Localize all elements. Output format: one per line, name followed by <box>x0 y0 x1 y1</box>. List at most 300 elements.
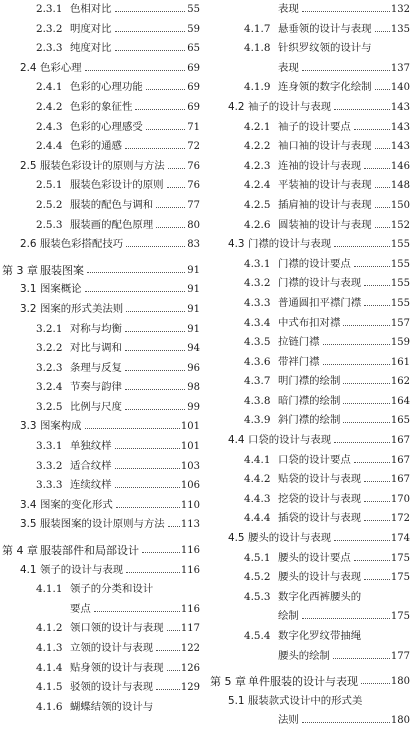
toc-entry-title: 服装色彩设计的原则与方法 <box>40 159 165 172</box>
toc-entry[interactable] <box>208 78 414 98</box>
toc-page-number: 150 <box>390 199 410 211</box>
toc-page-number: 80 <box>187 219 200 231</box>
toc-leader-dots <box>87 272 185 273</box>
toc-entry[interactable] <box>208 176 414 196</box>
toc-leader-dots <box>354 462 390 463</box>
toc-entry[interactable] <box>208 157 414 177</box>
toc-entry-title: 条理与反复 <box>70 361 122 374</box>
toc-entry[interactable] <box>0 137 204 157</box>
toc-page-number: 122 <box>180 643 200 654</box>
toc-entry[interactable] <box>0 659 204 679</box>
toc-entry-title: 腰头的设计与表现 <box>278 571 362 584</box>
toc-entry[interactable] <box>208 235 414 255</box>
toc-entry-title: 腰头的设计与表现 <box>248 532 332 545</box>
toc-page-number: 96 <box>187 362 200 374</box>
toc-entry[interactable] <box>208 314 414 334</box>
toc-entry-title: 服装图案的设计原则与方法 <box>40 518 165 531</box>
toc-entry-number: 5.1 <box>228 694 245 707</box>
toc-page-number: 59 <box>187 23 200 35</box>
toc-entry[interactable] <box>208 509 414 529</box>
toc-page-number: 94 <box>187 343 200 355</box>
toc-leader-dots <box>168 526 180 527</box>
toc-entry-number: 4.3.5 <box>244 336 271 349</box>
toc-entry-title: 适合纹样 <box>70 459 112 472</box>
toc-entry-title: 色彩的心理功能 <box>70 81 143 94</box>
toc-page-number: 83 <box>187 239 200 251</box>
toc-entry-title: 要点 <box>70 602 91 615</box>
toc-entry[interactable] <box>0 157 204 177</box>
toc-page-number: 148 <box>390 180 410 192</box>
toc-entry-title: 图案的形式美法则 <box>40 302 124 315</box>
toc-entry[interactable] <box>208 529 414 549</box>
toc-entry[interactable] <box>208 333 414 353</box>
toc-entry-number: 4.1.3 <box>36 642 63 654</box>
toc-entry[interactable] <box>208 607 414 627</box>
toc-page-number: 116 <box>180 603 200 615</box>
toc-page-number: 180 <box>390 715 410 727</box>
toc-page-number: 129 <box>180 682 200 694</box>
toc-entry-title: 袖子的设计与表现 <box>248 100 332 113</box>
toc-leader-dots <box>302 11 390 12</box>
toc-entry-title: 服装款式设计中的形式美 <box>248 694 363 707</box>
toc-leader-dots <box>302 70 390 71</box>
toc-entry[interactable] <box>0 359 204 379</box>
toc-leader-dots <box>85 291 186 292</box>
toc-entry-number: 3.2.3 <box>36 361 63 374</box>
toc-page-number: 164 <box>390 395 410 407</box>
toc-entry-title: 袖口袖的设计与表现 <box>278 140 372 153</box>
toc-leader-dots <box>115 50 186 51</box>
toc-page-number: 180 <box>390 676 410 688</box>
toc-entry[interactable] <box>0 39 204 59</box>
toc-entry-title: 口袋的设计与表现 <box>248 434 332 447</box>
toc-entry[interactable] <box>208 59 414 79</box>
toc-page-number: 110 <box>180 499 200 511</box>
toc-leader-dots <box>375 227 390 228</box>
toc-entry[interactable] <box>208 431 414 451</box>
toc-entry-title: 数字化西裤腰头的 <box>278 590 362 603</box>
toc-entry[interactable] <box>0 437 204 457</box>
toc-entry-number: 第 5 章 <box>210 675 246 689</box>
toc-page-number: 162 <box>390 376 410 388</box>
toc-entry-number: 第 4 章 <box>2 544 38 558</box>
toc-leader-dots <box>167 670 180 671</box>
toc-entry-number: 4.1.1 <box>36 583 63 596</box>
toc-leader-dots <box>126 311 185 312</box>
toc-leader-dots <box>85 428 180 429</box>
toc-page-number: 155 <box>390 278 410 290</box>
toc-entry-number: 4.5.1 <box>244 551 271 564</box>
toc-page-number: 175 <box>390 552 410 564</box>
toc-entry[interactable] <box>208 711 414 731</box>
toc-leader-dots <box>354 560 390 561</box>
toc-entry-title: 明门襟的绘制 <box>278 375 341 388</box>
toc-entry[interactable] <box>0 698 204 718</box>
toc-entry-number: 第 3 章 <box>2 263 38 277</box>
toc-entry-number: 2.4.4 <box>36 140 63 153</box>
toc-entry[interactable] <box>0 78 204 98</box>
toc-leader-dots <box>115 11 186 12</box>
toc-page-number: 69 <box>187 82 200 94</box>
toc-entry[interactable] <box>208 372 414 392</box>
toc-page-number: 152 <box>390 219 410 231</box>
toc-leader-dots <box>364 168 389 169</box>
toc-entry-title: 单件服装的设计与表现 <box>248 675 358 689</box>
toc-page-number: 146 <box>390 160 410 172</box>
toc-entry[interactable] <box>208 98 414 118</box>
toc-entry-number: 3.3.3 <box>36 479 63 492</box>
toc-column-right <box>208 0 414 731</box>
toc-leader-dots <box>364 520 389 521</box>
toc-entry-number: 4.2.2 <box>244 140 271 153</box>
toc-entry-title: 暗门襟的绘制 <box>278 394 341 407</box>
toc-entry-title: 插肩袖的设计与表现 <box>278 198 372 211</box>
toc-chapter-entry[interactable] <box>0 541 204 561</box>
toc-entry[interactable] <box>0 320 204 340</box>
toc-leader-dots <box>156 207 185 208</box>
toc-entry-number: 4.4.1 <box>244 453 271 466</box>
toc-entry-number: 4.2 <box>228 100 245 113</box>
toc-entry-title: 服装图案 <box>40 263 84 277</box>
toc-entry-title: 表现 <box>278 3 299 15</box>
toc-leader-dots <box>146 89 186 90</box>
toc-page-number: 76 <box>187 180 200 192</box>
toc-leader-dots <box>146 129 186 130</box>
toc-leader-dots <box>375 148 390 149</box>
toc-page-number: 91 <box>187 323 200 335</box>
toc-entry-number: 2.5.1 <box>36 179 63 192</box>
toc-entry[interactable] <box>208 0 414 20</box>
toc-entry-number: 4.4.2 <box>244 473 271 486</box>
toc-entry-title: 挖袋的设计与表现 <box>278 492 362 505</box>
toc-entry[interactable] <box>0 59 204 79</box>
toc-entry-number: 4.1.2 <box>36 622 63 635</box>
toc-page-number: 175 <box>390 572 410 584</box>
toc-entry[interactable] <box>208 39 414 59</box>
toc-entry[interactable] <box>208 20 414 40</box>
toc-page-number: 117 <box>180 623 200 635</box>
toc-entry[interactable] <box>208 647 414 667</box>
toc-entry[interactable] <box>208 411 414 431</box>
toc-page-number: 172 <box>390 513 410 525</box>
toc-leader-dots <box>167 187 186 188</box>
toc-entry-title: 连续纹样 <box>70 479 112 492</box>
toc-leader-dots <box>364 285 389 286</box>
toc-entry[interactable] <box>208 118 414 138</box>
toc-entry-number: 4.1.9 <box>244 81 271 94</box>
toc-entry[interactable] <box>0 300 204 320</box>
toc-page-number: 170 <box>390 493 410 505</box>
toc-page-number: 55 <box>187 4 200 15</box>
toc-entry[interactable] <box>208 470 414 490</box>
toc-leader-dots <box>126 246 185 247</box>
toc-page-number: 155 <box>390 297 410 309</box>
toc-entry[interactable] <box>0 417 204 437</box>
toc-leader-dots <box>135 109 185 110</box>
toc-entry-title: 法则 <box>278 714 299 727</box>
toc-entry-title: 服装部件和局部设计 <box>40 544 139 558</box>
toc-entry-title: 贴袋的设计与表现 <box>278 473 362 486</box>
toc-entry-title: 比例与尺度 <box>70 400 122 413</box>
toc-entry-title: 服装色彩搭配技巧 <box>40 238 124 251</box>
toc-entry-title: 色彩的象征性 <box>70 100 133 113</box>
toc-entry[interactable] <box>0 216 204 236</box>
toc-entry-title: 连身领的数字化绘制 <box>278 81 372 94</box>
toc-entry-number: 4.5.3 <box>244 590 271 603</box>
toc-entry[interactable] <box>0 378 204 398</box>
toc-leader-dots <box>125 350 185 351</box>
toc-entry-title: 平装袖的设计与表现 <box>278 179 372 192</box>
toc-leader-dots <box>375 207 390 208</box>
toc-entry-title: 色彩的心理感受 <box>70 120 143 133</box>
toc-entry-number: 4.5.4 <box>244 630 271 642</box>
toc-entry[interactable] <box>208 549 414 569</box>
toc-leader-dots <box>364 579 389 580</box>
toc-entry[interactable] <box>0 457 204 477</box>
toc-leader-dots <box>334 540 389 541</box>
toc-page-number: 165 <box>390 415 410 427</box>
toc-entry-title: 表现 <box>278 61 299 74</box>
toc-entry-title: 斜门襟的绘制 <box>278 414 341 427</box>
toc-entry[interactable] <box>0 515 204 535</box>
toc-entry-title: 领子的设计与表现 <box>40 563 124 576</box>
toc-entry-number: 4.5 <box>228 532 245 545</box>
toc-entry[interactable] <box>0 235 204 255</box>
toc-entry-number: 3.2.2 <box>36 342 63 355</box>
toc-entry-title: 插袋的设计与表现 <box>278 512 362 525</box>
toc-page-number: 69 <box>187 62 200 74</box>
toc-chapter-entry[interactable] <box>0 261 204 281</box>
toc-entry-title: 色彩心理 <box>40 61 82 74</box>
toc-page-number: 77 <box>187 199 200 211</box>
toc-leader-dots <box>115 487 180 488</box>
toc-entry-number: 2.6 <box>20 238 37 251</box>
toc-entry[interactable] <box>0 118 204 138</box>
toc-leader-dots <box>334 442 389 443</box>
toc-entry-number: 4.4.3 <box>244 492 271 505</box>
toc-entry[interactable] <box>0 398 204 418</box>
toc-entry[interactable] <box>208 294 414 314</box>
toc-entry-title: 图案的变化形式 <box>40 498 113 511</box>
toc-entry-number: 4.2.5 <box>244 198 271 211</box>
toc-entry-title: 图案构成 <box>40 420 82 433</box>
toc-entry-number: 3.3 <box>20 420 37 433</box>
toc-leader-dots <box>115 31 186 32</box>
toc-entry-title: 普通圆扣平襟门襟 <box>278 296 362 309</box>
toc-entry-title: 对称与均衡 <box>70 322 122 335</box>
toc-page-number: 69 <box>187 101 200 113</box>
toc-entry[interactable] <box>208 137 414 157</box>
toc-entry-number: 3.1 <box>20 283 37 296</box>
toc-entry[interactable] <box>0 580 204 600</box>
toc-entry-number: 4.3 <box>228 238 245 251</box>
toc-leader-dots <box>323 344 390 345</box>
toc-entry-number: 4.1.4 <box>36 661 63 674</box>
toc-entry-number: 4.3.9 <box>244 414 271 427</box>
toc-entry-title: 立领的设计与表现 <box>70 642 154 654</box>
toc-page-number: 98 <box>187 382 200 394</box>
toc-entry-number: 4.2.1 <box>244 120 271 133</box>
toc-leader-dots <box>334 109 389 110</box>
toc-entry[interactable] <box>0 280 204 300</box>
toc-entry-title: 带袢门襟 <box>278 355 320 368</box>
toc-entry-title: 单独纹样 <box>70 440 112 453</box>
toc-page-number: 71 <box>187 121 200 133</box>
toc-page-number: 65 <box>187 43 200 55</box>
toc-leader-dots <box>361 683 390 684</box>
toc-page-number: 103 <box>180 460 200 472</box>
toc-entry[interactable] <box>208 392 414 412</box>
toc-entry-title: 门襟的设计与表现 <box>278 277 362 290</box>
toc-entry-number: 2.5.2 <box>36 198 63 211</box>
toc-entry[interactable] <box>208 490 414 510</box>
toc-entry-number: 4.3.3 <box>244 296 271 309</box>
toc-entry-title: 贴身领的设计与表现 <box>70 661 164 674</box>
toc-entry-title: 服装色彩设计的原则 <box>70 179 164 192</box>
toc-leader-dots <box>375 187 390 188</box>
toc-entry-title: 腰头的绘制 <box>278 649 330 662</box>
toc-entry-number: 4.3.8 <box>244 394 271 407</box>
toc-entry-number: 3.2.4 <box>36 381 63 394</box>
toc-leader-dots <box>364 501 389 502</box>
toc-entry-number: 2.5 <box>20 159 37 172</box>
toc-entry-title: 色彩的通感 <box>70 140 122 153</box>
toc-entry[interactable] <box>208 196 414 216</box>
toc-leader-dots <box>343 325 389 326</box>
toc-page-number: 143 <box>390 141 410 153</box>
toc-page-number: 126 <box>180 662 200 674</box>
toc-leader-dots <box>375 31 390 32</box>
toc-entry[interactable] <box>0 678 204 698</box>
toc-entry[interactable] <box>0 496 204 516</box>
toc-entry-number: 4.5.2 <box>244 571 271 584</box>
toc-entry-title: 蝴蝶结领的设计与 <box>70 700 154 713</box>
toc-page-number: 155 <box>390 258 410 270</box>
toc-page-number: 157 <box>390 317 410 329</box>
toc-entry-title: 明度对比 <box>70 22 112 35</box>
toc-leader-dots <box>115 468 180 469</box>
toc-entry[interactable] <box>0 0 204 20</box>
toc-entry[interactable] <box>0 98 204 118</box>
toc-entry-title: 图案概论 <box>40 283 82 296</box>
toc-leader-dots <box>94 611 180 612</box>
toc-leader-dots <box>115 448 180 449</box>
toc-entry-number: 4.3.1 <box>244 257 271 270</box>
toc-entry[interactable] <box>208 627 414 647</box>
toc-entry[interactable] <box>0 176 204 196</box>
toc-entry-title: 驳领的设计与表现 <box>70 681 154 694</box>
toc-entry-title: 服装画的配色原理 <box>70 218 154 231</box>
toc-entry[interactable] <box>208 274 414 294</box>
toc-entry-number: 3.3.1 <box>36 440 63 453</box>
toc-entry[interactable] <box>208 451 414 471</box>
toc-leader-dots <box>343 383 389 384</box>
toc-leader-dots <box>125 331 185 332</box>
toc-entry-title: 色相对比 <box>70 3 112 15</box>
toc-entry[interactable] <box>208 255 414 275</box>
toc-page-number: 140 <box>390 82 410 94</box>
toc-entry[interactable] <box>208 568 414 588</box>
toc-leader-dots <box>125 148 185 149</box>
toc-leader-dots <box>343 403 389 404</box>
toc-entry[interactable] <box>0 339 204 359</box>
toc-page-number: 99 <box>187 401 200 413</box>
toc-leader-dots <box>167 630 180 631</box>
toc-entry-number: 2.3.2 <box>36 22 63 35</box>
toc-leader-dots <box>302 618 390 619</box>
toc-page-number: 72 <box>187 141 200 153</box>
toc-leader-dots <box>364 481 389 482</box>
toc-entry[interactable] <box>0 600 204 620</box>
toc-leader-dots <box>168 168 186 169</box>
toc-entry-number: 3.2.5 <box>36 400 63 413</box>
toc-entry[interactable] <box>208 692 414 712</box>
toc-entry-title: 对比与调和 <box>70 342 122 355</box>
toc-entry-number: 4.1.7 <box>244 22 271 35</box>
toc-entry-title: 领子的分类和设计 <box>70 583 154 596</box>
toc-entry[interactable] <box>208 216 414 236</box>
toc-entry-title: 门襟的设计与表现 <box>248 238 332 251</box>
toc-page-number: 137 <box>390 62 410 74</box>
toc-page-number: 174 <box>390 533 410 545</box>
toc-page-number: 143 <box>390 101 410 113</box>
toc-entry[interactable] <box>0 639 204 659</box>
toc-page-number: 101 <box>180 421 200 433</box>
toc-leader-dots <box>323 364 390 365</box>
toc-entry-number: 3.2 <box>20 302 37 315</box>
toc-leader-dots <box>156 689 179 690</box>
toc-page-number: 167 <box>390 435 410 447</box>
toc-column-left <box>0 0 204 717</box>
toc-page-number: 116 <box>180 564 200 576</box>
toc-leader-dots <box>334 246 389 247</box>
toc-entry-number: 2.3.1 <box>36 3 63 15</box>
toc-entry[interactable] <box>0 20 204 40</box>
toc-page-number: 76 <box>187 160 200 172</box>
toc-entry-title: 中式布扣对襟 <box>278 316 341 329</box>
toc-entry-title: 拉链门襟 <box>278 336 320 349</box>
toc-entry-number: 4.4 <box>228 434 245 447</box>
toc-entry[interactable] <box>208 588 414 608</box>
toc-page-number: 132 <box>390 4 410 15</box>
toc-leader-dots <box>302 722 390 723</box>
toc-leader-dots <box>156 650 179 651</box>
toc-entry-title: 悬垂领的设计与表现 <box>278 22 372 35</box>
toc-entry-number: 4.2.6 <box>244 218 271 231</box>
toc-entry-title: 口袋的设计要点 <box>278 453 351 466</box>
toc-entry-title: 圆装袖的设计与表现 <box>278 218 372 231</box>
toc-entry[interactable] <box>0 196 204 216</box>
toc-page-number: 91 <box>187 303 200 315</box>
toc-leader-dots <box>375 89 390 90</box>
toc-entry-title: 袖子的设计要点 <box>278 120 351 133</box>
toc-entry[interactable] <box>0 476 204 496</box>
toc-entry[interactable] <box>0 619 204 639</box>
toc-entry-title: 领口领的设计与表现 <box>70 622 164 635</box>
toc-entry[interactable] <box>208 353 414 373</box>
toc-page-number: 135 <box>390 23 410 35</box>
toc-page-number: 159 <box>390 337 410 349</box>
toc-entry-number: 2.4.2 <box>36 100 63 113</box>
toc-leader-dots <box>343 422 389 423</box>
toc-entry-number: 4.3.6 <box>244 355 271 368</box>
toc-entry-title: 纯度对比 <box>70 42 112 55</box>
toc-leader-dots <box>354 266 390 267</box>
toc-entry-title: 门襟的设计要点 <box>278 257 351 270</box>
toc-page-number: 143 <box>390 121 410 133</box>
toc-leader-dots <box>156 227 185 228</box>
toc-chapter-entry[interactable] <box>208 672 414 692</box>
